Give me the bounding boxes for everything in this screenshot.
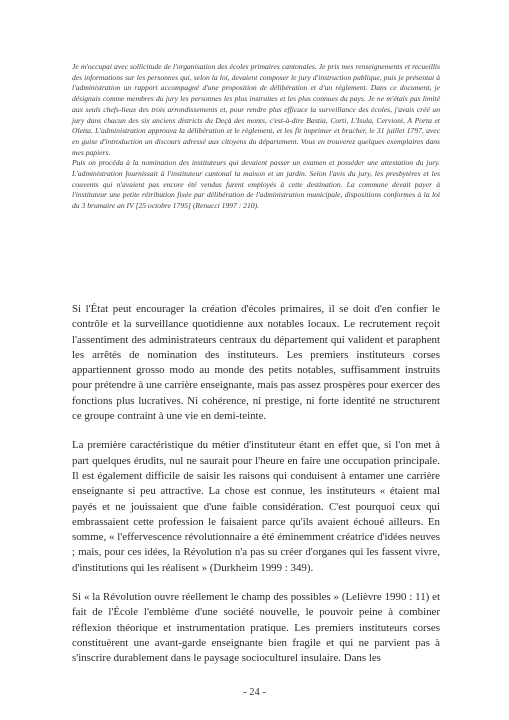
body-paragraph: Si l'État peut encourager la création d'écoles primaires, il se doit d'en confier le contrôle et la surveillance quotidienne aux notables locaux. Le recrutement reçoit l'assentiment des administrateurs centraux du département qui valident et paraphent les arrêtés de nomination des instituteurs. Les premiers instituteurs corses appartiennent grosso modo au monde des petits notables, suffisamment instruits pour prétendre à une carrière enseignante, mais pas assez prospères pour exercer des fonctions plus lucratives. Ni cohérence, ni prestige, ni forte identité ne structurent ce groupe contraint à une vie en demi-teinte.: [72, 303, 440, 423]
body-paragraph: La première caractéristique du métier d'instituteur étant en effet que, si l'on met à part quelques érudits, nul ne saurait pour l'heure en faire une occupation principale. Il est également difficile de saisir les raisons qui conduisent à entamer une carrière enseignante si peu attractive. La chose est connue, les instituteurs « étaient mal payés et ne jouissaient que d'une faible considération. C'est pourquoi ceux qui embrassaient cette profession le faisaient parce qu'ils avaient échoué ailleurs. En somme, « l'effervescence révolutionnaire a été éminemment créatrice d'idées neuves ; mais, pour ces idées, la Révolution n'a pas su créer d'organes qui les fassent vivre, d'institutions qui les réalisent » (Durkheim 1999 : 349).: [72, 439, 440, 574]
block-quote: [72, 62, 440, 212]
page-number: - 24 -: [243, 687, 266, 698]
quote-paragraph: Puis on procéda à la nomination des instituteurs qui devaient passer un examen et posséder une attestation du jury. L'administration fournissait à l'instituteur cantonal la maison et un jardin. Selon l'avis du jury, les presbytères et les couvents qui n'avaient pas encore été vendus furent employés à cette destination. La commune devait payer à l'instituteur une petite rétribution fixée par délibération de l'administration municipale, dispositions conformes à la loi du 3 brumaire an IV [25 octobre 1795] (Renucci 1997 : 210).: [72, 158, 440, 211]
quote-paragraph: Je m'occupai avec sollicitude de l'organisation des écoles primaires cantonales. Je pris mes renseignements et recueillis des informations sur les personnes qui, selon la loi, devaient composer le jury d'instruction publique, puis je présentai à l'administration un rapport accompagné d'une proposition de délibération et d'un règlement. Dans ce document, je désignais comme membres du jury les personnes les plus instruites et les plus connues du pays. Je ne m'étais pas limité aux seuls chefs-lieux des trois arrondissements et, pour rendre plus efficace la surveillance des écoles, j'avais créé un jury dans chacun des six anciens districts du Deçà des monts, c'est-à-dire Bastia, Corti, L'Isula, Cervioni, A Porta et Oletta. L'administration approuva la délibération et le règlement, et les fit imprimer et bracher, le 31 juillet 1797, avec en guise d'introduction un discours adressé aux citoyens du département. Vous en trouverez quelques exemplaires dans mes papiers.: [72, 62, 440, 157]
body-paragraph: Si « la Révolution ouvre réellement le champ des possibles » (Lelièvre 1990 : 11) et fait de l'École l'emblème d'une société nouvelle, le pouvoir peine à combiner réflexion théorique et instrumentation pratique. Les premiers instituteurs corses constituèrent une avant-garde enseignante bien fragile et qui ne parvient pas à s'inscrire durablement dans le paysage socioculturel insulaire. Dans les: [72, 591, 440, 665]
body-text: [72, 302, 440, 681]
